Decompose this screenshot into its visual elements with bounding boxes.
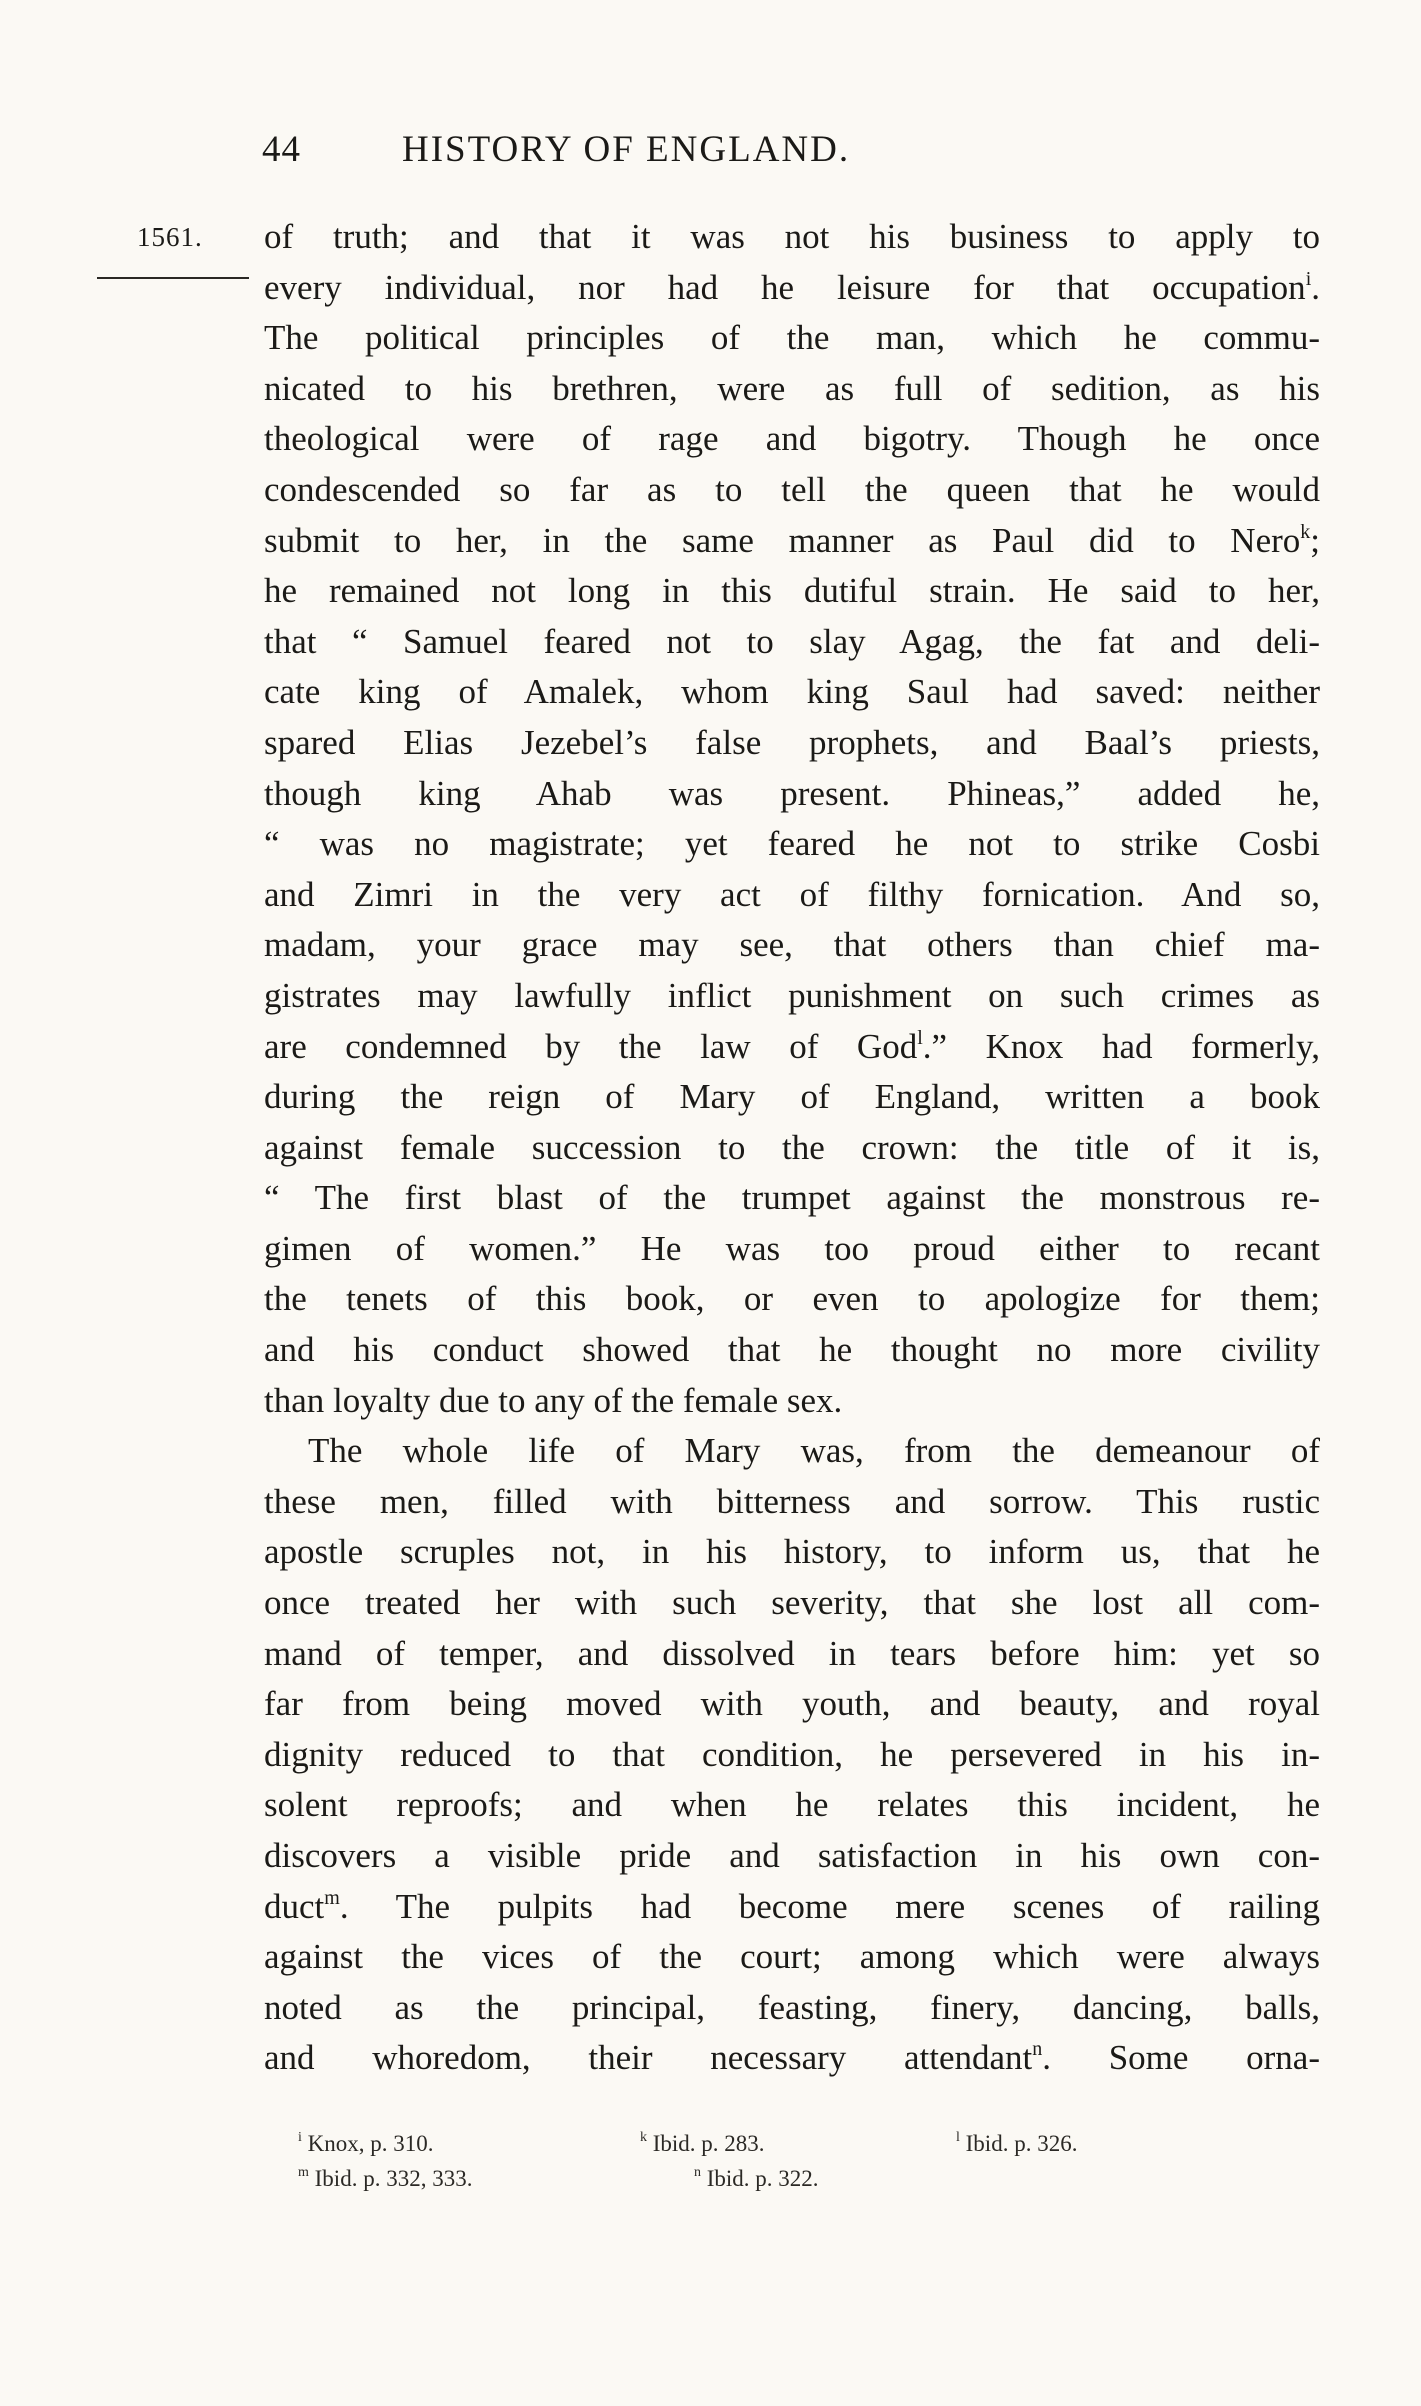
text-line: that “ Samuel feared not to slay Agag, the fat and deli- — [264, 621, 1320, 661]
text-line: duct$^m$. The pulpits had become mere scenes of railing — [264, 1886, 1320, 1926]
text-line: mand of temper, and dissolved in tears before him: yet so — [264, 1633, 1320, 1673]
running-title: HISTORY OF ENGLAND. — [402, 129, 851, 170]
text-line: and his conduct showed that he thought no more civility — [264, 1330, 1320, 1370]
text-line: and Zimri in the very act of filthy fornication. And so, — [264, 874, 1320, 914]
text-line: “ The first blast of the trumpet against the monstrous re- — [264, 1178, 1320, 1218]
text-line: against the vices of the court; among which were always — [264, 1937, 1320, 1977]
margin-year-note: 1561. — [137, 222, 203, 252]
text-line: solent reproofs; and when he relates this incident, he — [264, 1785, 1320, 1825]
text-line: submit to her, in the same manner as Paul did to Nero$^k$; — [264, 520, 1320, 560]
text-line: though king Ahab was present. Phineas,” added he, — [264, 773, 1320, 813]
footnote-ref: k — [1300, 520, 1311, 543]
text-line: than loyalty due to any of the female sex. — [264, 1380, 843, 1420]
text-line: madam, your grace may see, that others than chief ma- — [264, 925, 1320, 965]
text-line: gistrates may lawfully inflict punishment on such crimes as — [264, 975, 1320, 1015]
text-line: The political principles of the man, which he commu- — [264, 318, 1320, 358]
text-line: every individual, nor had he leisure for that occupation$^i$. — [264, 267, 1320, 307]
text-line: he remained not long in this dutiful strain. He said to her, — [264, 571, 1320, 611]
footnote-ref: m — [324, 1886, 340, 1909]
footnote-row — [262, 2161, 1262, 2196]
running-head — [262, 128, 1062, 178]
text-line: against female succession to the crown: the title of it is, — [264, 1127, 1320, 1167]
footnote: $^n$ Ibid. p. 322. — [694, 2165, 819, 2191]
text-line: far from being moved with youth, and beauty, and royal — [264, 1684, 1320, 1724]
text-line: nicated to his brethren, were as full of sedition, as his — [264, 368, 1320, 408]
text-line: are condemned by the law of God$^l$.” Knox had formerly, — [264, 1026, 1320, 1066]
footnote: $^l$ Ibid. p. 326. — [956, 2130, 1078, 2156]
body-text — [264, 212, 1320, 2084]
margin-rule — [97, 277, 249, 279]
text-line: during the reign of Mary of England, written a book — [264, 1077, 1320, 1117]
footnote-row — [262, 2126, 1262, 2161]
text-line: once treated her with such severity, that she lost all com- — [264, 1583, 1320, 1623]
footnote-ref: i — [1305, 267, 1312, 290]
footnote-ref: l — [917, 1026, 923, 1049]
text-line: discovers a visible pride and satisfaction in his own con- — [264, 1836, 1320, 1875]
footnotes — [262, 2126, 1262, 2196]
text-line: and whoredom, their necessary attendant$^n$. Some orna- — [264, 2038, 1320, 2078]
text-line: The whole life of Mary was, from the demeanour of — [308, 1431, 1320, 1471]
footnote: $^k$ Ibid. p. 283. — [640, 2130, 765, 2156]
text-line: dignity reduced to that condition, he persevered in his in- — [264, 1734, 1320, 1774]
text-line: cate king of Amalek, whom king Saul had saved: neither — [264, 672, 1320, 712]
text-line: of truth; and that it was not his business to apply to — [264, 217, 1320, 256]
text-line: gimen of women.” He was too proud either to recant — [264, 1228, 1320, 1268]
text-line: apostle scruples not, in his history, to inform us, that he — [264, 1532, 1320, 1572]
footnote: $^i$ Knox, p. 310. — [298, 2130, 434, 2156]
page-number: 44 — [262, 129, 301, 170]
text-line: spared Elias Jezebel’s false prophets, and Baal’s priests, — [264, 722, 1320, 762]
text-line: condescended so far as to tell the queen that he would — [264, 469, 1320, 509]
text-line: the tenets of this book, or even to apologize for them; — [264, 1279, 1320, 1319]
footnote-ref: n — [1032, 2038, 1043, 2061]
text-line: noted as the principal, feasting, finery, dancing, balls, — [264, 1987, 1320, 2027]
text-line: theological were of rage and bigotry. Though he once — [264, 419, 1320, 459]
text-line: “ was no magistrate; yet feared he not to strike Cosbi — [264, 824, 1320, 864]
footnote: $^m$ Ibid. p. 332, 333. — [298, 2165, 473, 2191]
text-line: these men, filled with bitterness and sorrow. This rustic — [264, 1481, 1320, 1521]
